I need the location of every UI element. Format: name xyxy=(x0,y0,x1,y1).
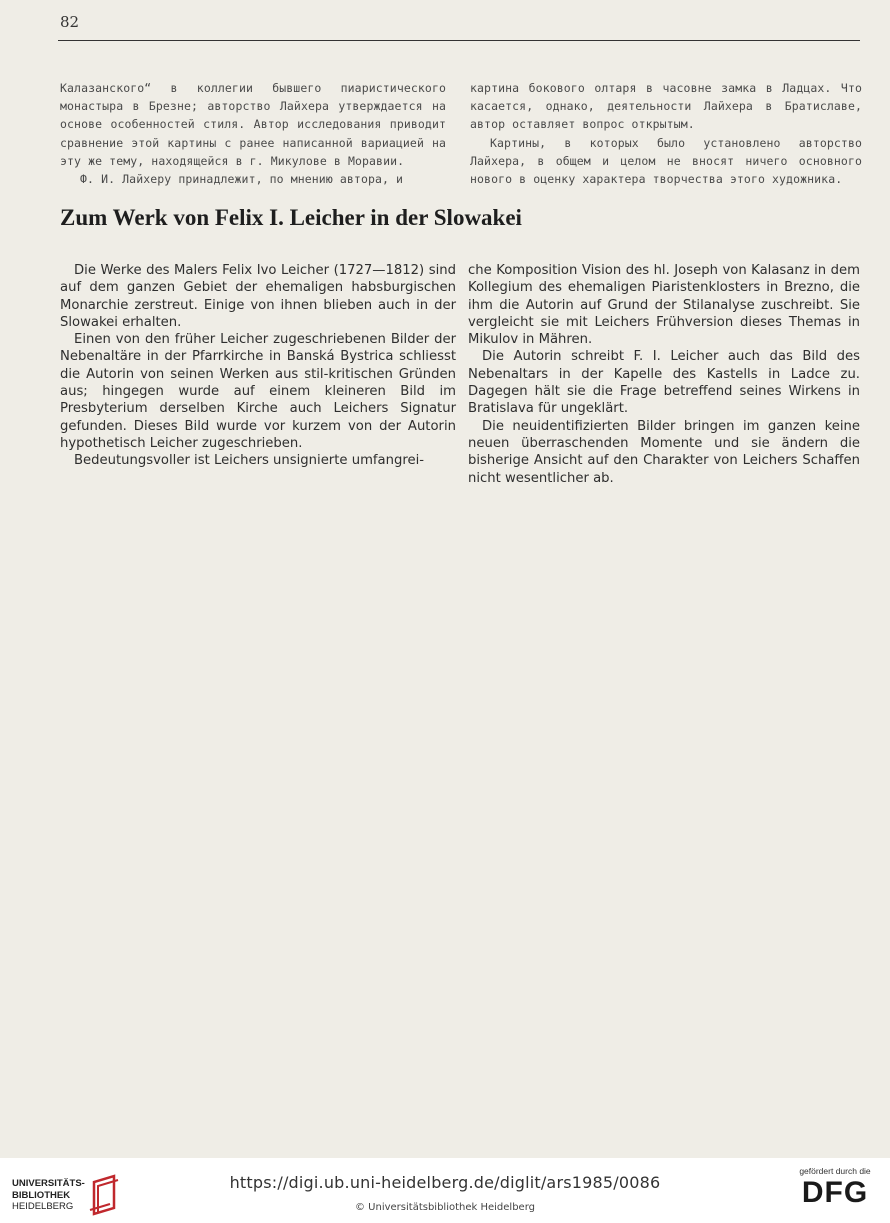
page-number: 82 xyxy=(60,13,80,31)
german-paragraph: che Komposition Vision des hl. Joseph von Kalasanz in dem Kollegium des ehemaligen Piaristenklosters in Brezno, die ihm die Autorin auf Grund der Stilanalyse zuschreibt. Sie vergleicht sie mit Leichers Frühversion dieses Themas in Mikulov in Mähren. xyxy=(468,263,860,348)
german-column-left xyxy=(60,262,456,470)
funder-block xyxy=(790,1166,880,1210)
russian-paragraph: Ф. И. Лайхеру принадлежит, по мнению автора, и xyxy=(80,172,404,187)
german-paragraph: Bedeutungsvoller ist Leichers unsignierte umfangrei- xyxy=(74,453,425,469)
german-paragraph: Die neuidentifizierten Bilder bringen im ganzen keine neuen überraschenden Momente und sie ändern die bisherige Ansicht auf den Charakter von Leichers Schaffen nicht wesentlicher ab. xyxy=(468,418,860,486)
german-paragraph: Einen von den früher Leicher zugeschriebenen Bilder der Nebenaltäre in der Pfarrkirche in Banská Bystrica schliesst die Autorin von seinen Werken aus stil-kritischen Gründen aus; hingegen wurde auf einem kleineren Bild im Presbyterium derselben Kirche auch Leichers Signatur gefunden. Dieses Bild wurde vor kurzem von der Autorin hypothetisch Leicher zugeschrieben. xyxy=(60,332,456,451)
library-name: UNIVERSITÄTS- BIBLIOTHEK HEIDELBERG xyxy=(12,1178,85,1212)
footer-bar xyxy=(0,1158,890,1223)
russian-paragraph: Калазанского“ в коллегии бывшего пиаристического монастыра в Брезне; авторство Лайхера утверждается на основе особенностей стиля. Автор исследования приводит сравнение этой картины с ранее написанной вариацией на эту же тему, находящейся в г. Микулове в Моравии. xyxy=(60,81,446,168)
russian-column-left xyxy=(60,79,446,188)
russian-paragraph: Картины, в которых было установлено авторство Лайхера, в общем и целом не вносят ничего основного нового в оценку характера творчества этого художника. xyxy=(470,135,862,187)
russian-paragraph: картина бокового олтаря в часовне замка в Ладцах. Что касается, однако, деятельности Лайхера в Братиславе, автор оставляет вопрос открытым. xyxy=(470,81,862,132)
permalink-url[interactable]: https://digi.ub.uni-heidelberg.de/diglit/ars1985/0086 xyxy=(229,1173,661,1192)
copyright-notice: © Universitätsbibliothek Heidelberg xyxy=(354,1202,535,1213)
header-rule xyxy=(58,40,860,41)
german-paragraph: Die Autorin schreibt F. I. Leicher auch das Bild des Nebenaltars in der Kapelle des Kastells in Ladce zu. Dagegen hält sie die Frage betreffend seines Wirkens in Bratislava für ungeklärt. xyxy=(468,349,860,417)
dfg-logo: DFG xyxy=(801,1176,869,1209)
article-heading: Zum Werk von Felix I. Leicher in der Slowakei xyxy=(60,205,522,230)
german-column-right xyxy=(468,262,860,487)
funding-label: gefördert durch die xyxy=(799,1166,871,1176)
russian-column-right xyxy=(470,79,862,188)
german-paragraph: Die Werke des Malers Felix Ivo Leicher (1727—1812) sind auf dem ganzen Gebiet der ehemaligen habsburgischen Monarchie zerstreut. Einige von ihnen blieben auch in der Slowakei erhalten. xyxy=(60,263,456,330)
